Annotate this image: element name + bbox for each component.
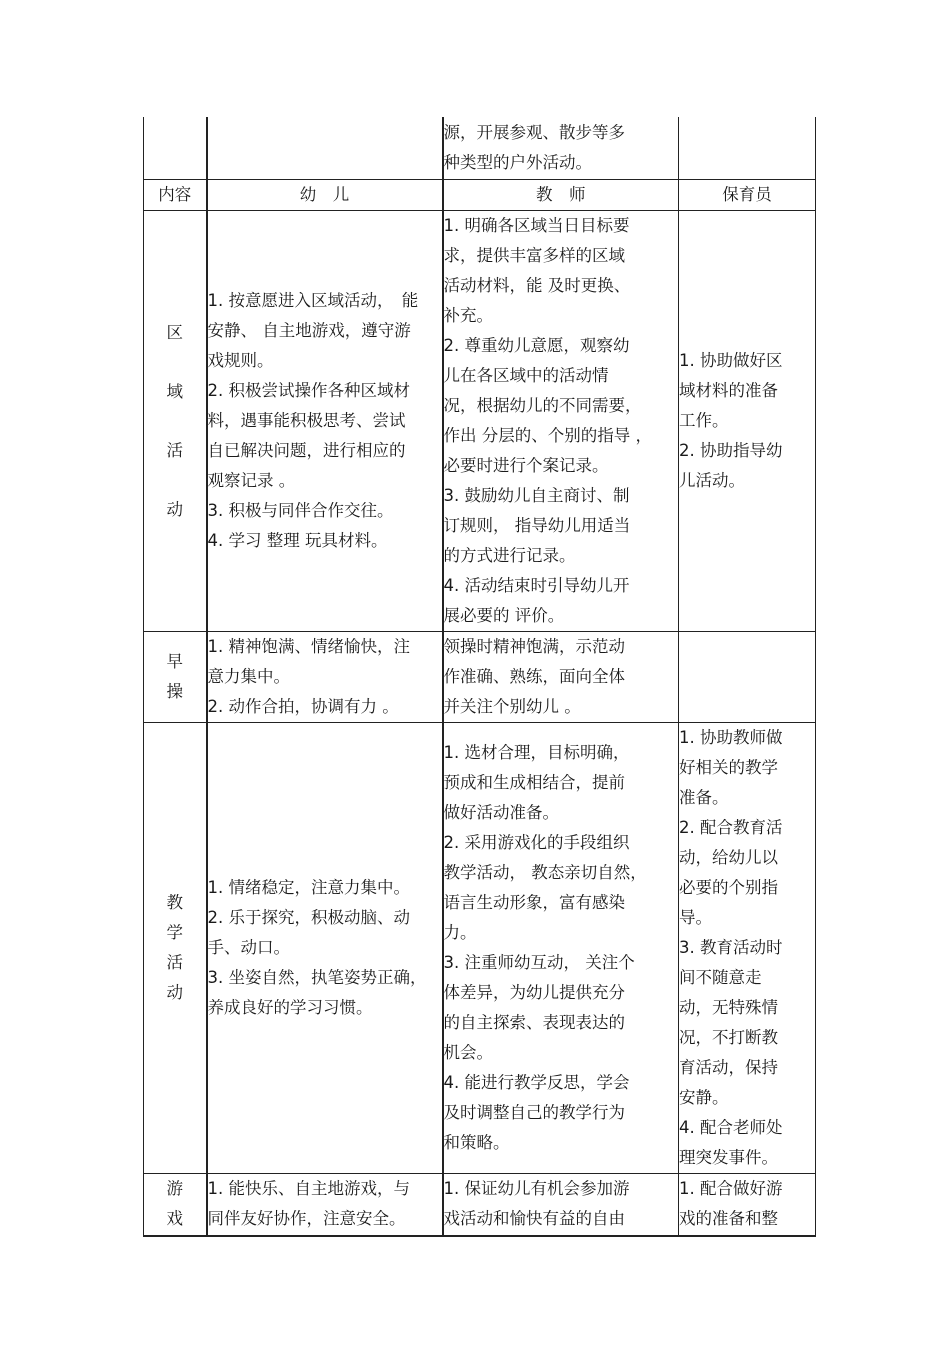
- text-line: 2. 积极尝试操作各种区域材: [207, 380, 410, 400]
- text-line: 2. 协助指导幼: [679, 440, 783, 460]
- text-line: 1. 配合做好游: [679, 1179, 783, 1199]
- text-line: 动，无特殊情: [679, 997, 778, 1017]
- text-line: 4. 活动结束时引导幼儿开: [443, 575, 630, 595]
- text-line: 2. 采用游戏化的手段组织: [443, 832, 630, 852]
- nurse-cell: [679, 1173, 816, 1236]
- teacher-cell: [443, 631, 679, 722]
- text-line: 3. 教育活动时: [679, 937, 783, 957]
- text-line: 教学活动， 教态亲切自然，: [443, 862, 647, 882]
- text-line: 必要的个别指: [679, 877, 778, 897]
- text-line: 1. 能快乐、自主地游戏，与: [207, 1179, 410, 1199]
- child-cell: [207, 631, 443, 722]
- text-line: 语言生动形象，富有感染: [443, 892, 625, 912]
- text-line: 2. 配合教育活: [679, 817, 783, 837]
- text-line: 料，遇事能积极思考、尝试: [207, 410, 406, 430]
- text-line: 并关注个别幼儿 。: [443, 696, 581, 716]
- text-line: 4. 能进行教学反思，学会: [443, 1072, 630, 1092]
- text-line: 况，不打断教: [679, 1027, 778, 1047]
- text-line: 力。: [443, 922, 477, 942]
- continued-row: [144, 117, 816, 179]
- text-line: 体差异，为幼儿提供充分: [443, 982, 625, 1002]
- text-line: 1. 明确各区域当日目标要: [443, 215, 630, 235]
- label-char: 操: [166, 681, 183, 701]
- text-line: 儿活动。: [679, 470, 745, 490]
- header-child: 幼 儿: [207, 179, 443, 210]
- text-line: 动，给幼儿以: [679, 847, 778, 867]
- text-line: 导。: [679, 907, 712, 927]
- text-line: 手、动口。: [207, 937, 290, 957]
- text-line: 及时调整自己的教学行为: [443, 1102, 625, 1122]
- header-row: [144, 179, 816, 210]
- continued-nurse-cell: [679, 117, 816, 179]
- child-cell: [207, 210, 443, 631]
- text-line: 育活动，保持: [679, 1057, 778, 1077]
- text-line: 理突发事件。: [679, 1147, 778, 1167]
- text-line: 的自主探索、表现表达的: [443, 1012, 625, 1032]
- text-line: 意力集中。: [207, 666, 290, 686]
- label-char: 早: [166, 651, 183, 671]
- text-line: 好相关的教学: [679, 757, 778, 777]
- text-line: 况，根据幼儿的不同需要，: [443, 395, 642, 415]
- text-line: 领操时精神饱满，示范动: [443, 636, 625, 656]
- text-line: 戏规则。: [207, 350, 274, 370]
- text-line: 自已解决问题，进行相应的: [207, 440, 406, 460]
- text-line: 3. 鼓励幼儿自主商讨、制: [443, 485, 630, 505]
- text-line: 1. 精神饱满、情绪愉快，注: [207, 636, 410, 656]
- text-line: 展必要的 评价。: [443, 605, 565, 625]
- text-line: 工作。: [679, 410, 729, 430]
- row-label: [144, 1173, 207, 1236]
- text-line: 1. 情绪稳定，注意力集中。: [207, 877, 410, 897]
- row-morning-exercise: [144, 631, 816, 722]
- text-line: 源，开展参观、散步等多: [443, 122, 625, 142]
- label-char: 动: [166, 982, 183, 1002]
- row-label: [144, 722, 207, 1173]
- text-line: 作准确、熟练，面向全体: [443, 666, 625, 686]
- text-line: 1. 按意愿进入区域活动， 能: [207, 290, 419, 310]
- row-label: [144, 631, 207, 722]
- text-line: 间不随意走: [679, 967, 762, 987]
- label-char: 动: [166, 499, 183, 519]
- row-game: [144, 1173, 816, 1236]
- text-line: 的方式进行记录。: [443, 545, 576, 565]
- text-line: 域材料的准备: [679, 380, 778, 400]
- text-line: 1. 协助教师做: [679, 727, 783, 747]
- duty-table: [143, 117, 816, 1237]
- text-line: 同伴友好协作，注意安全。: [207, 1209, 406, 1229]
- text-line: 求，提供丰富多样的区域: [443, 245, 625, 265]
- text-line: 作出 分层的、个别的指导 ，: [443, 425, 652, 445]
- label-char: 游: [166, 1179, 183, 1199]
- text-line: 必要时进行个案记录。: [443, 455, 609, 475]
- continued-label-cell: [144, 117, 207, 179]
- label-char: 活: [166, 952, 183, 972]
- text-line: 养成良好的学习习惯。: [207, 997, 373, 1017]
- text-line: 3. 注重师幼互动， 关注个: [443, 952, 635, 972]
- text-line: 做好活动准备。: [443, 802, 559, 822]
- label-char: 区: [166, 322, 183, 342]
- text-line: 3. 积极与同伴合作交往。: [207, 500, 394, 520]
- text-line: 戏的准备和整: [679, 1209, 778, 1229]
- text-line: 预成和生成相结合，提前: [443, 772, 625, 792]
- child-cell: [207, 722, 443, 1173]
- text-line: 观察记录 。: [207, 470, 296, 490]
- header-teacher: 教 师: [443, 179, 679, 210]
- label-char: 戏: [166, 1209, 183, 1229]
- text-line: 1. 协助做好区: [679, 350, 783, 370]
- teacher-cell: [443, 722, 679, 1173]
- row-teaching-activity: [144, 722, 816, 1173]
- text-line: 1. 保证幼儿有机会参加游: [443, 1179, 630, 1199]
- row-label: [144, 210, 207, 631]
- label-char: 域: [166, 381, 183, 401]
- nurse-cell: [679, 210, 816, 631]
- label-char: 活: [166, 440, 183, 460]
- text-line: 2. 动作合拍，协调有力 。: [207, 696, 399, 716]
- text-line: 4. 配合老师处: [679, 1117, 783, 1137]
- text-line: 安静。: [679, 1087, 729, 1107]
- text-line: 和策略。: [443, 1132, 510, 1152]
- text-line: 2. 尊重幼儿意愿，观察幼: [443, 335, 630, 355]
- text-line: 1. 选材合理，目标明确，: [443, 742, 630, 762]
- text-line: 儿在各区域中的活动情: [443, 365, 609, 385]
- teacher-cell: [443, 210, 679, 631]
- row-area-activity: [144, 210, 816, 631]
- label-char: 学: [166, 922, 183, 942]
- text-line: 2. 乐于探究，积极动脑、动: [207, 907, 410, 927]
- text-line: 种类型的户外活动。: [443, 152, 592, 172]
- child-cell: [207, 1173, 443, 1236]
- text-line: 补充。: [443, 305, 493, 325]
- text-line: 安静、 自主地游戏，遵守游: [207, 320, 411, 340]
- header-content: 内容: [144, 179, 207, 210]
- nurse-cell: [679, 631, 816, 722]
- continued-teacher-cell: [443, 117, 679, 179]
- teacher-cell: [443, 1173, 679, 1236]
- text-line: 3. 坐姿自然，执笔姿势正确，: [207, 967, 427, 987]
- text-line: 订规则， 指导幼儿用适当: [443, 515, 631, 535]
- label-char: 教: [166, 892, 183, 912]
- text-line: 准备。: [679, 787, 729, 807]
- text-line: 戏活动和愉快有益的自由: [443, 1209, 625, 1229]
- continued-child-cell: [207, 117, 443, 179]
- text-line: 4. 学习 整理 玩具材料。: [207, 530, 388, 550]
- text-line: 机会。: [443, 1042, 493, 1062]
- header-nurse: 保育员: [679, 179, 816, 210]
- text-line: 活动材料，能 及时更换、: [443, 275, 631, 295]
- nurse-cell: [679, 722, 816, 1173]
